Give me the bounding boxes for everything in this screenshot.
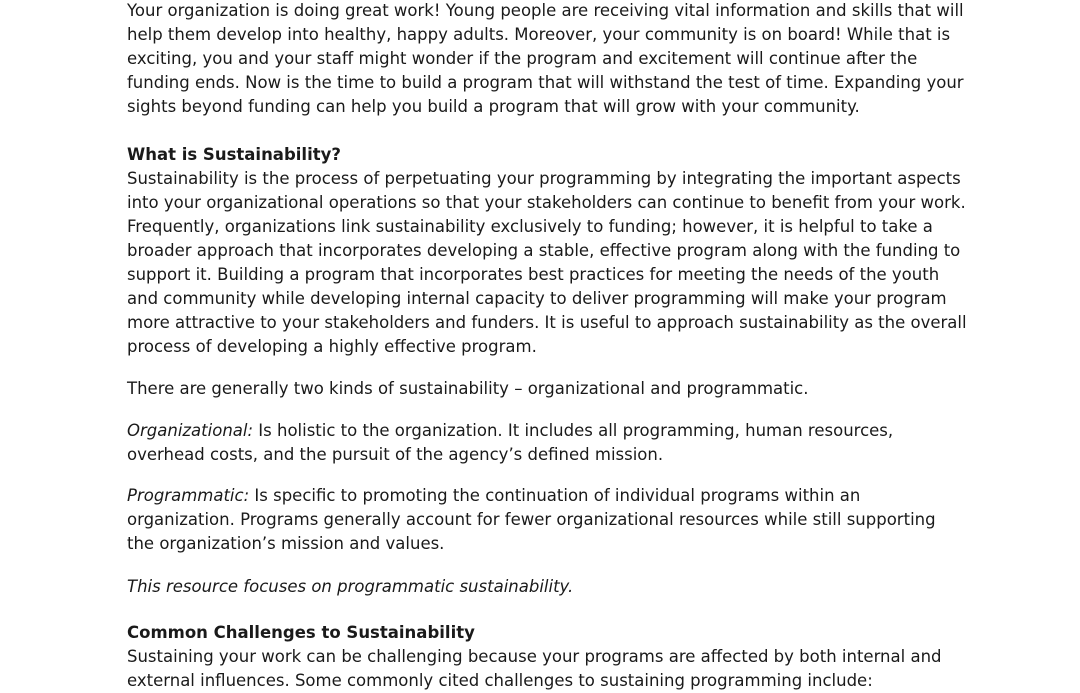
programmatic-term: Programmatic: [127,486,250,505]
organizational-term: Organizational: [127,421,254,440]
two-kinds-paragraph: There are generally two kinds of sustainability – organizational and programmatic. [127,379,809,398]
intro-paragraph: Your organization is doing great work! Young people are receiving vital information and skills that will help them develop into healthy, happy adults. Moreover, your community is on board! While that is exciting, you and your staff might wonder if the program and excitement will continue after the funding ends. Now is the time to build a program that will withstand the test of time. Expanding your sights beyond funding can help you build a program that will grow with your community. [127,1,964,116]
challenges-heading: Common Challenges to Sustainability [127,623,475,642]
challenges-paragraph: Sustaining your work can be challenging because your programs are affected by both internal and external influences. Some commonly cited challenges to sustaining programming include: [127,647,942,690]
programmatic-paragraph [127,484,967,556]
organizational-definition: Is holistic to the organization. It includes all programming, human resources, overhead costs, and the pursuit of the agency’s defined mission. [127,421,894,464]
sustainability-paragraph: Sustainability is the process of perpetuating your programming by integrating the important aspects into your organizational operations so that your stakeholders can continue to benefit from your work. Frequently, organizations link sustainability exclusively to funding; however, it is helpful to take a broader approach that incorporates developing a stable, effective program along with the funding to support it. Building a program that incorporates best practices for meeting the needs of the youth and community while developing internal capacity to deliver programming will make your program more attractive to your stakeholders and funders. It is useful to approach sustainability as the overall process of developing a highly effective program. [127,169,967,356]
organizational-paragraph [127,419,967,467]
focus-note: This resource focuses on programmatic sustainability. [127,577,574,596]
sustainability-heading: What is Sustainability? [127,145,341,164]
programmatic-definition: Is specific to promoting the continuation of individual programs within an organization. Programs generally account for fewer organizational resources while still supporting the organization’s mission and values. [127,486,936,553]
